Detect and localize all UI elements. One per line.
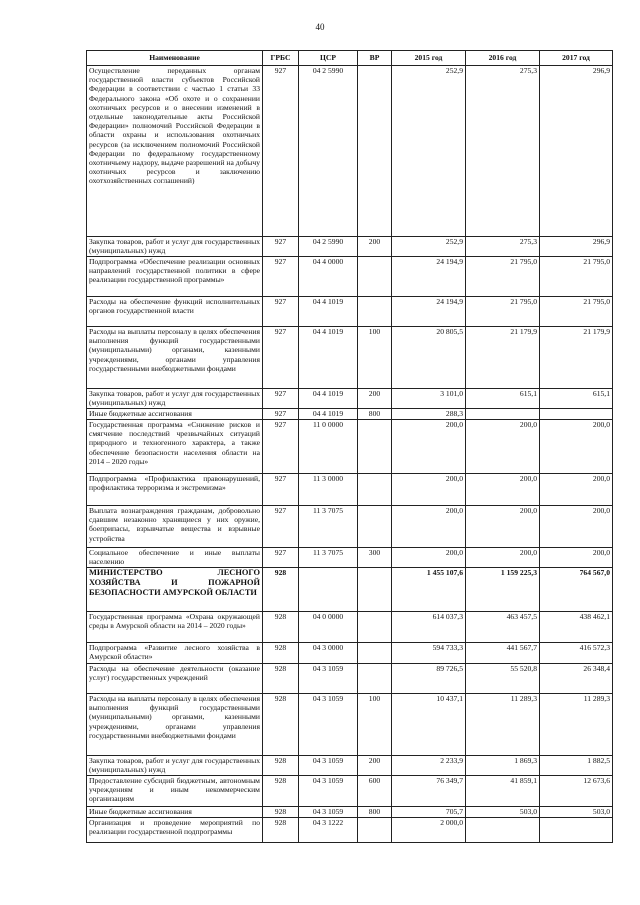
row-grbs: 928: [263, 643, 299, 664]
row-csr: 04 4 1019: [299, 297, 358, 327]
row-value-2015: 614 037,3: [392, 612, 466, 643]
row-value-2015: 2 233,9: [392, 756, 466, 776]
row-value-2017: 296,9: [540, 66, 613, 237]
table-row: [87, 756, 613, 776]
row-csr: 04 0 0000: [299, 612, 358, 643]
row-csr: [299, 568, 358, 612]
row-value-2016: 615,1: [466, 389, 540, 409]
row-value-2017: 200,0: [540, 420, 613, 474]
row-csr: 04 3 1059: [299, 807, 358, 818]
row-vr: [358, 297, 392, 327]
table-row: [87, 568, 613, 612]
row-grbs: 928: [263, 664, 299, 694]
row-grbs: 928: [263, 612, 299, 643]
row-vr: [358, 818, 392, 843]
row-name: Расходы на выплаты персоналу в целях обеспечения выполнения функций государственными (муниципальными) органами, казенными учреждениями, органами управления государственными внебюджетными фондами: [87, 327, 263, 389]
row-name: Социальное обеспечение и иные выплаты населению: [87, 548, 263, 568]
row-vr: [358, 474, 392, 506]
row-name: Предоставление субсидий бюджетным, автономным учреждениям и иным некоммерческим организациям: [87, 776, 263, 807]
row-value-2015: 200,0: [392, 506, 466, 548]
row-name: Иные бюджетные ассигнования: [87, 807, 263, 818]
row-vr: [358, 506, 392, 548]
row-vr: [358, 420, 392, 474]
row-vr: 600: [358, 776, 392, 807]
row-csr: 04 3 0000: [299, 643, 358, 664]
row-vr: 200: [358, 756, 392, 776]
row-value-2017: 200,0: [540, 474, 613, 506]
table-row: [87, 389, 613, 409]
row-grbs: 928: [263, 818, 299, 843]
table-row: [87, 474, 613, 506]
table-row: [87, 548, 613, 568]
row-name: Закупка товаров, работ и услуг для государственных (муниципальных) нужд: [87, 237, 263, 257]
row-value-2016: 200,0: [466, 506, 540, 548]
table-row: [87, 66, 613, 237]
row-value-2016: 21 795,0: [466, 297, 540, 327]
table-row: [87, 818, 613, 843]
row-vr: 200: [358, 389, 392, 409]
row-name: Подпрограмма «Обеспечение реализации основных направлений государственной политики в сфере реализации государственной программы»: [87, 257, 263, 297]
row-grbs: 927: [263, 420, 299, 474]
table-row: [87, 297, 613, 327]
row-csr: 04 2 5990: [299, 237, 358, 257]
row-grbs: 927: [263, 389, 299, 409]
row-value-2016: 275,3: [466, 237, 540, 257]
row-value-2017: 11 289,3: [540, 694, 613, 756]
table-row: [87, 506, 613, 548]
row-value-2016: [466, 409, 540, 420]
row-value-2016: 1 159 225,3: [466, 568, 540, 612]
row-grbs: 927: [263, 506, 299, 548]
row-name: Государственная программа «Охрана окружающей среды в Амурской области на 2014 – 2020 годы»: [87, 612, 263, 643]
row-grbs: 927: [263, 409, 299, 420]
row-csr: 11 3 7075: [299, 506, 358, 548]
row-value-2015: 705,7: [392, 807, 466, 818]
header-2015: 2015 год: [392, 51, 466, 66]
row-value-2016: 503,0: [466, 807, 540, 818]
row-grbs: 928: [263, 807, 299, 818]
header-name: Наименование: [87, 51, 263, 66]
row-grbs: 927: [263, 474, 299, 506]
row-csr: 04 4 1019: [299, 409, 358, 420]
row-vr: 100: [358, 327, 392, 389]
row-vr: 800: [358, 409, 392, 420]
row-value-2016: 200,0: [466, 474, 540, 506]
table-row: [87, 237, 613, 257]
row-vr: 100: [358, 694, 392, 756]
row-value-2017: 296,9: [540, 237, 613, 257]
table-row: [87, 694, 613, 756]
row-grbs: 927: [263, 297, 299, 327]
row-name: МИНИСТЕРСТВО ЛЕСНОГО ХОЗЯЙСТВА И ПОЖАРНОЙ БЕЗОПАСНОСТИ АМУРСКОЙ ОБЛАСТИ: [87, 568, 263, 612]
row-grbs: 928: [263, 776, 299, 807]
row-csr: 04 4 1019: [299, 389, 358, 409]
row-value-2015: 200,0: [392, 420, 466, 474]
row-name: Закупка товаров, работ и услуг для государственных (муниципальных) нужд: [87, 389, 263, 409]
row-value-2017: 12 673,6: [540, 776, 613, 807]
table-row: [87, 257, 613, 297]
row-grbs: 927: [263, 257, 299, 297]
header-2016: 2016 год: [466, 51, 540, 66]
row-name: Государственная программа «Снижение рисков и смягчение последствий чрезвычайных ситуаций природного и техногенного характера, а также обеспечение безопасности населения области на 2014 – 2020 годы»: [87, 420, 263, 474]
row-value-2017: 200,0: [540, 506, 613, 548]
row-name: Организация и проведение мероприятий по реализации государственной подпрограммы: [87, 818, 263, 843]
row-name: Расходы на обеспечение деятельности (оказание услуг) государственных учреждений: [87, 664, 263, 694]
row-grbs: 927: [263, 237, 299, 257]
row-csr: 04 3 1059: [299, 664, 358, 694]
table-row: [87, 807, 613, 818]
row-grbs: 927: [263, 327, 299, 389]
table-row: [87, 643, 613, 664]
row-value-2017: 200,0: [540, 548, 613, 568]
row-value-2015: 252,9: [392, 237, 466, 257]
row-csr: 11 3 0000: [299, 474, 358, 506]
row-value-2017: 21 179,9: [540, 327, 613, 389]
row-value-2015: 200,0: [392, 548, 466, 568]
row-value-2015: 2 000,0: [392, 818, 466, 843]
row-vr: [358, 664, 392, 694]
row-value-2015: 10 437,1: [392, 694, 466, 756]
row-value-2015: 288,3: [392, 409, 466, 420]
row-value-2016: 11 289,3: [466, 694, 540, 756]
table-row: [87, 409, 613, 420]
row-vr: [358, 568, 392, 612]
table-row: [87, 664, 613, 694]
row-csr: 04 3 1059: [299, 694, 358, 756]
row-value-2017: 615,1: [540, 389, 613, 409]
row-value-2017: [540, 409, 613, 420]
row-name: Расходы на обеспечение функций исполнительных органов государственной власти: [87, 297, 263, 327]
row-vr: [358, 257, 392, 297]
row-grbs: 927: [263, 66, 299, 237]
row-value-2016: 41 859,1: [466, 776, 540, 807]
row-vr: 800: [358, 807, 392, 818]
row-value-2016: 55 520,8: [466, 664, 540, 694]
row-value-2015: 20 805,5: [392, 327, 466, 389]
row-value-2017: 438 462,1: [540, 612, 613, 643]
row-value-2017: 21 795,0: [540, 257, 613, 297]
row-vr: [358, 643, 392, 664]
row-grbs: 928: [263, 694, 299, 756]
row-value-2017: 21 795,0: [540, 297, 613, 327]
row-csr: 04 3 1222: [299, 818, 358, 843]
budget-table: [86, 50, 613, 843]
row-vr: 200: [358, 237, 392, 257]
row-value-2017: 26 348,4: [540, 664, 613, 694]
row-value-2017: 503,0: [540, 807, 613, 818]
row-value-2015: 594 733,3: [392, 643, 466, 664]
row-name: Расходы на выплаты персоналу в целях обеспечения выполнения функций государственными (муниципальными) органами, казенными учреждениями, органами управления государственными внебюджетными фондами: [87, 694, 263, 756]
row-value-2016: 463 457,5: [466, 612, 540, 643]
row-value-2016: [466, 818, 540, 843]
table-row: [87, 327, 613, 389]
row-csr: 04 4 1019: [299, 327, 358, 389]
row-grbs: 928: [263, 756, 299, 776]
row-value-2015: 3 101,0: [392, 389, 466, 409]
row-vr: 300: [358, 548, 392, 568]
row-csr: 11 3 7075: [299, 548, 358, 568]
row-name: Иные бюджетные ассигнования: [87, 409, 263, 420]
row-value-2015: 76 349,7: [392, 776, 466, 807]
row-value-2015: 24 194,9: [392, 257, 466, 297]
table-row: [87, 420, 613, 474]
row-value-2017: 1 882,5: [540, 756, 613, 776]
row-value-2016: 275,3: [466, 66, 540, 237]
table-row: [87, 612, 613, 643]
header-vr: ВР: [358, 51, 392, 66]
row-value-2016: 200,0: [466, 548, 540, 568]
row-name: Подпрограмма «Профилактика правонарушений, профилактика терроризма и экстремизма»: [87, 474, 263, 506]
row-name: Подпрограмма «Развитие лесного хозяйства в Амурской области»: [87, 643, 263, 664]
row-value-2015: 1 455 107,6: [392, 568, 466, 612]
table-row: [87, 776, 613, 807]
row-csr: 04 2 5990: [299, 66, 358, 237]
row-vr: [358, 66, 392, 237]
row-grbs: 928: [263, 568, 299, 612]
row-csr: 04 3 1059: [299, 756, 358, 776]
header-grbs: ГРБС: [263, 51, 299, 66]
row-name: Выплата вознаграждения гражданам, добровольно сдавшим незаконно хранящиеся у них оружие, боеприпасы, взрывчатые вещества и взрывные устройства: [87, 506, 263, 548]
row-value-2015: 200,0: [392, 474, 466, 506]
table-header-row: [87, 51, 613, 66]
row-value-2015: 252,9: [392, 66, 466, 237]
row-value-2016: 1 869,3: [466, 756, 540, 776]
row-value-2015: 89 726,5: [392, 664, 466, 694]
header-csr: ЦСР: [299, 51, 358, 66]
row-value-2016: 21 179,9: [466, 327, 540, 389]
row-name: Закупка товаров, работ и услуг для государственных (муниципальных) нужд: [87, 756, 263, 776]
row-value-2016: 200,0: [466, 420, 540, 474]
row-grbs: 927: [263, 548, 299, 568]
row-value-2015: 24 194,9: [392, 297, 466, 327]
header-2017: 2017 год: [540, 51, 613, 66]
row-vr: [358, 612, 392, 643]
row-value-2016: 21 795,0: [466, 257, 540, 297]
row-value-2017: [540, 818, 613, 843]
row-csr: 11 0 0000: [299, 420, 358, 474]
row-name: Осуществление переданных органам государственной власти субъектов Российской Федерации в соответствии с частью 1 статьи 33 Федерального закона «Об охоте и о сохранении охотничьих ресурсов и о внесении изменений в отдельные законодательные акты Российской Федерации» полномочий Российской Федерации в области охраны и использования охотничьих ресурсов (за исключением полномочий Российской Федерации по федеральному государственному охотничьему надзору, выдаче разрешений на добычу охотничьих ресурсов и заключению охотхозяйственных соглашений): [87, 66, 263, 237]
row-value-2016: 441 567,7: [466, 643, 540, 664]
row-csr: 04 4 0000: [299, 257, 358, 297]
row-value-2017: 764 567,0: [540, 568, 613, 612]
row-csr: 04 3 1059: [299, 776, 358, 807]
page-number: 40: [315, 22, 325, 32]
row-value-2017: 416 572,3: [540, 643, 613, 664]
